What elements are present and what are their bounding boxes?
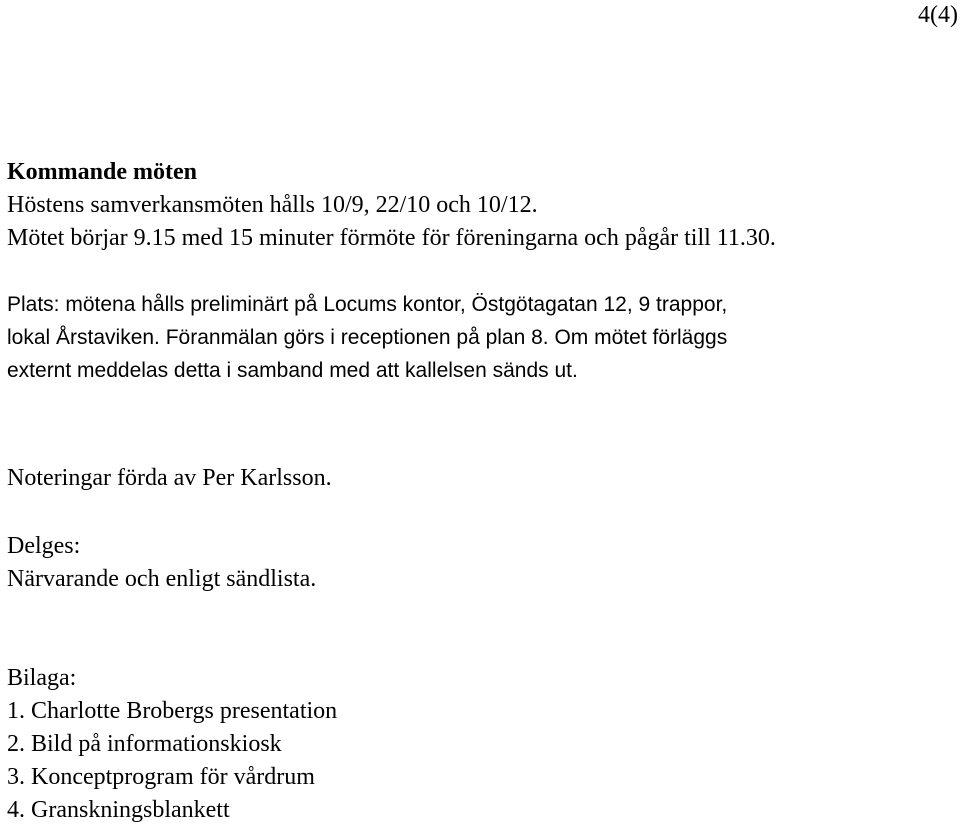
attachment-item: 4. Granskningsblankett (7, 797, 230, 823)
location-line: externt meddelas detta i samband med att kallelsen sänds ut. (7, 359, 578, 382)
notes-section (7, 462, 952, 495)
attachment-item: 2. Bild på informationskiosk (7, 731, 282, 757)
upcoming-meetings-heading: Kommande möten (7, 159, 197, 185)
location-line: Plats: mötena hålls preliminärt på Locums kontor, Östgötagatan 12, 9 trappor, (7, 293, 728, 316)
attachments-label: Bilaga: (7, 665, 77, 691)
distribution-label: Delges: (7, 533, 81, 559)
attachments-section (7, 662, 952, 827)
distribution-text: Närvarande och enligt sändlista. (7, 566, 317, 592)
attachment-item: 3. Konceptprogram för vårdrum (7, 764, 315, 790)
page-number: 4(4) (918, 2, 958, 28)
notes-text: Noteringar förda av Per Karlsson. (7, 465, 332, 491)
meeting-time-line: Mötet börjar 9.15 med 15 minuter förmöte för föreningarna och pågår till 11.30. (7, 225, 776, 251)
meeting-dates-line: Höstens samverkansmöten hålls 10/9, 22/10 och 10/12. (7, 192, 538, 218)
location-section (7, 288, 952, 387)
attachments-list (7, 695, 952, 827)
distribution-section (7, 530, 952, 596)
attachment-item: 1. Charlotte Brobergs presentation (7, 698, 338, 724)
upcoming-meetings-section (7, 156, 952, 255)
location-line: lokal Årstaviken. Föranmälan görs i receptionen på plan 8. Om mötet förläggs (7, 326, 728, 349)
